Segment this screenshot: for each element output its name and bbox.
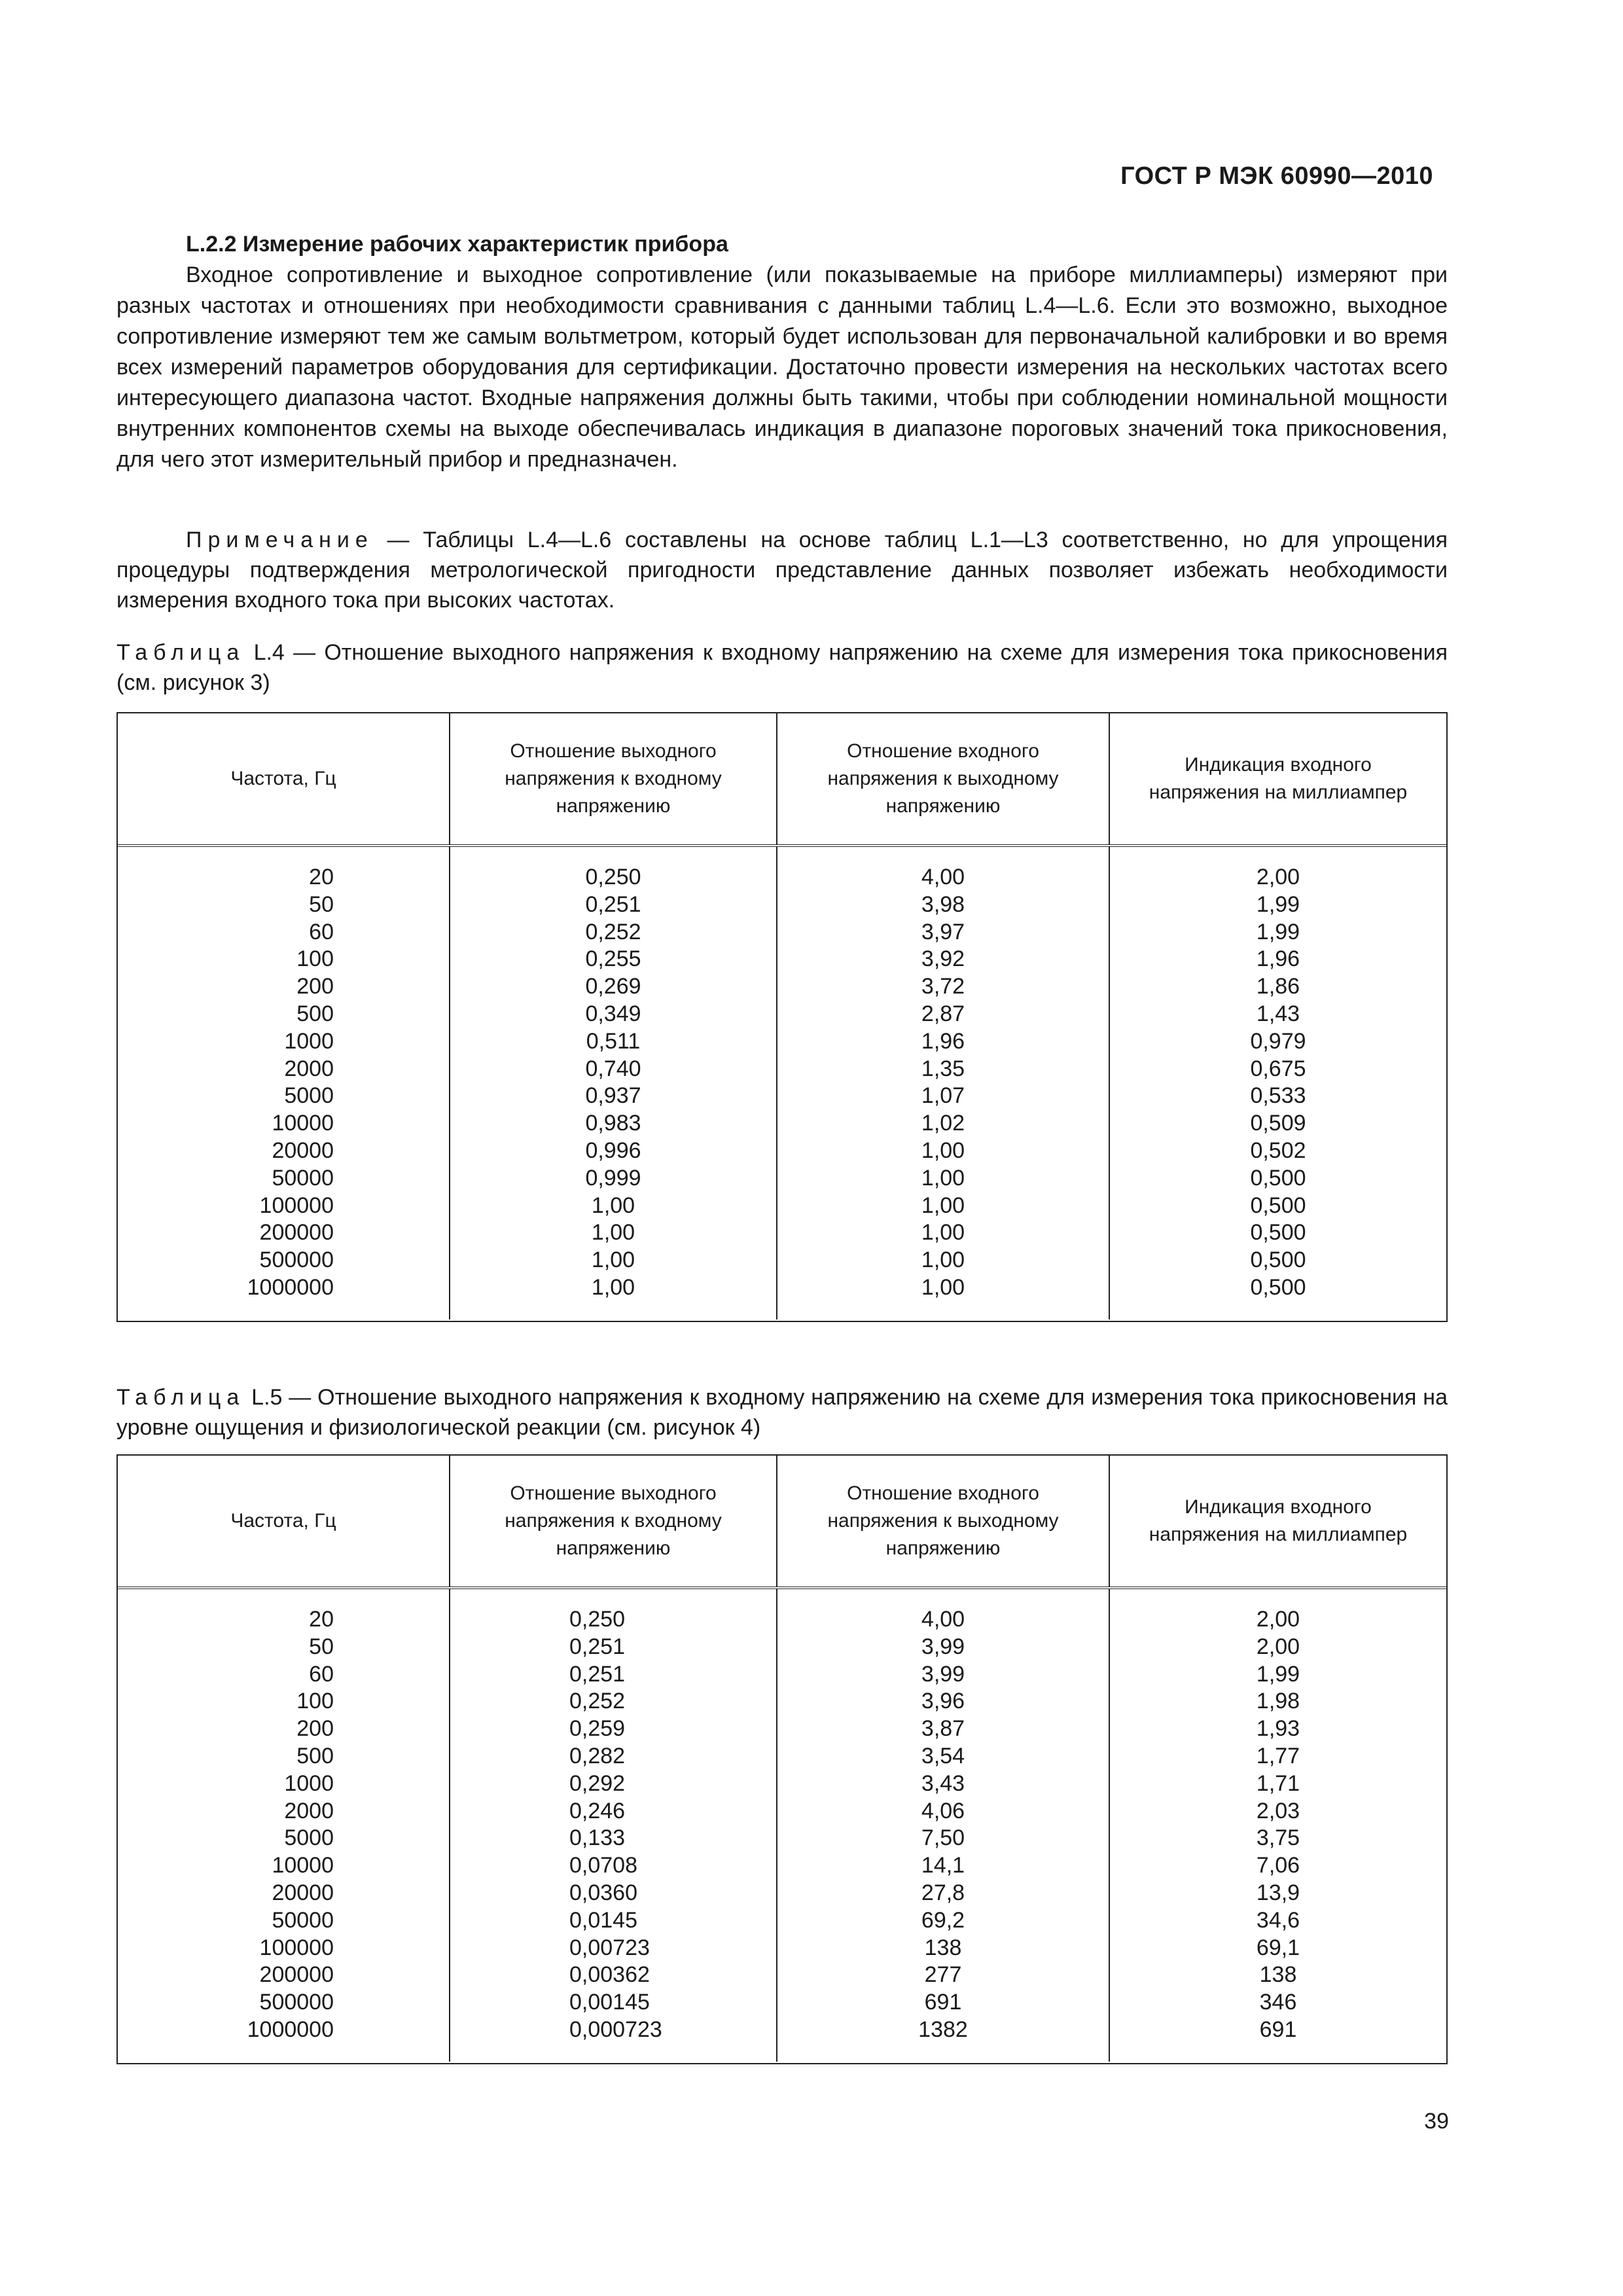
table-cell: 1,99 [1256,891,1300,917]
table-cell: 2000 [284,1798,334,1823]
table-cell: 1382 [918,2017,968,2042]
table-cell: 1,00 [921,1247,965,1273]
table-cell: 1000000 [247,2017,334,2042]
table-cell: 346 [1259,1990,1297,2015]
table-cell: 50000 [272,1165,334,1191]
table-cell: 1,07 [921,1083,965,1109]
table-cell: 2000 [284,1056,334,1081]
table-cell: 691 [924,1990,962,2015]
table-cell: 0,675 [1250,1056,1306,1081]
table-cell: 277 [924,1962,962,1988]
table-cell: 500000 [259,1990,334,2015]
table-cell: 3,96 [921,1689,965,1714]
table-cell: 0,511 [586,1028,641,1054]
table-cell: 2,00 [1256,1634,1300,1659]
column-header-indication: Индикация входного напряжения на миллиампер [1149,754,1408,803]
table-l5 [116,1454,1448,2064]
table-cell: 0,255 [585,946,641,972]
note-label: Примечание [186,528,374,552]
table-cell: 1,99 [1256,919,1300,944]
table-cell: 3,75 [1256,1825,1300,1851]
table-cell: 200000 [259,1220,334,1246]
table-cell: 1,00 [591,1274,635,1300]
table-body [118,847,1446,1319]
table-cell: 5000 [284,1083,334,1109]
document-code: ГОСТ Р МЭК 60990—2010 [1120,162,1433,190]
table-cell: 1,43 [1256,1001,1300,1026]
table-cell: 1,00 [921,1193,965,1218]
in-out-ratio-column [777,1589,1110,2062]
table-cell: 1,71 [1256,1770,1300,1796]
table-cell: 7,50 [921,1825,965,1851]
table-cell: 1000000 [247,1274,334,1300]
table-cell: 200 [296,1716,334,1742]
table-cell: 500 [296,1001,334,1026]
table-cell: 34,6 [1256,1907,1300,1933]
table-cell: 0,252 [569,1689,626,1714]
indication-column [1110,847,1446,1319]
table-cell: 0,500 [1250,1247,1306,1273]
table-cell: 7,06 [1256,1853,1300,1878]
table-cell: 0,250 [569,1607,626,1632]
table-cell: 3,99 [921,1634,965,1659]
table-cell: 5000 [284,1825,334,1851]
table-cell: 0,502 [1250,1138,1306,1163]
table-cell: 50000 [272,1907,334,1933]
table-l4-caption [116,637,1448,698]
table-cell: 1,35 [921,1056,965,1081]
column-header-indication: Индикация входного напряжения на миллиампер [1149,1496,1408,1545]
table-label: Таблица [116,640,245,665]
table-cell: 1,00 [921,1220,965,1246]
table-cell: 0,251 [585,891,641,917]
table-cell: 0,983 [585,1111,641,1136]
table-cell: 1,99 [1256,1661,1300,1687]
table-cell: 0,0708 [569,1853,637,1878]
table-cell: 3,72 [921,974,965,999]
column-header-out-in-ratio: Отношение выходного напряжения к входному напряжению [450,1456,777,1587]
table-cell: 3,43 [921,1770,965,1796]
table-cell: 0,0145 [569,1907,637,1933]
table-cell: 0,979 [1250,1028,1306,1054]
table-cell: 20000 [272,1880,334,1905]
frequency-column [118,1589,450,2062]
table-cell: 50 [309,1634,334,1659]
table-l4 [116,712,1448,1322]
table-cell: 0,292 [569,1770,626,1796]
table-cell: 20 [309,1607,334,1632]
table-cell: 3,98 [921,891,965,917]
table-l5-caption [116,1382,1448,1443]
table-cell: 0,349 [585,1001,641,1026]
table-cell: 50 [309,891,334,917]
table-cell: 0,740 [585,1056,641,1081]
table-cell: 0,509 [1250,1111,1306,1136]
table-header-row [118,1456,1446,1589]
table-cell: 2,87 [921,1001,965,1026]
table-cell: 69,1 [1256,1935,1300,1960]
table-cell: 1,98 [1256,1689,1300,1714]
section-title: L.2.2 Измерение рабочих характеристик прибора [186,232,728,257]
column-header-in-out-ratio: Отношение входного напряжения к выходному напряжению [777,713,1110,844]
table-cell: 0,533 [1250,1083,1306,1109]
table-cell: 0,250 [585,865,641,889]
table-cell: 0,133 [569,1825,626,1851]
table-cell: 3,97 [921,919,965,944]
table-header-row [118,713,1446,847]
table-cell: 0,259 [569,1716,626,1742]
table-cell: 3,87 [921,1716,965,1742]
table-cell: 1,00 [591,1247,635,1273]
table-cell: 2,00 [1256,1607,1300,1632]
note-text: — Таблицы L.4—L.6 составлены на основе таблиц L.1—L3 соответственно, но для упрощения процедуры подтверждения метрологической пригодности представление данных позволяет избежать необходимости измерения входного тока при высоких частотах. [116,528,1448,613]
table-cell: 100 [296,1689,334,1714]
column-header-in-out-ratio: Отношение входного напряжения к выходному напряжению [777,1456,1110,1587]
table-cell: 0,252 [585,919,641,944]
table-cell: 1,00 [921,1165,965,1191]
table-cell: 100000 [259,1193,334,1218]
table-cell: 3,99 [921,1661,965,1687]
table-cell: 27,8 [921,1880,965,1905]
table-cell: 4,06 [921,1798,965,1823]
table-cell: 0,00145 [569,1990,650,2015]
table-cell: 0,282 [569,1743,626,1768]
table-cell: 0,500 [1250,1193,1306,1218]
table-cell: 0,0360 [569,1880,637,1905]
table-cell: 1,96 [1256,946,1300,972]
table-cell: 0,937 [585,1083,641,1109]
table-label: Таблица [116,1385,245,1410]
table-cell: 60 [309,919,334,944]
table-cell: 0,500 [1250,1220,1306,1246]
table-cell: 1,77 [1256,1743,1300,1768]
table-cell: 691 [1259,2017,1297,2042]
table-cell: 0,999 [585,1165,641,1191]
table-cell: 10000 [272,1853,334,1878]
table-cell: 500000 [259,1247,334,1273]
table-cell: 1,96 [921,1028,965,1054]
table-cell: 3,92 [921,946,965,972]
table-cell: 60 [309,1661,334,1687]
table-cell: 1,00 [591,1193,635,1218]
page-number: 39 [1424,2109,1449,2134]
column-header-out-in-ratio: Отношение выходного напряжения к входному напряжению [450,713,777,844]
table-cell: 1,93 [1256,1716,1300,1742]
table-cell: 200 [296,974,334,999]
table-cell: 14,1 [921,1853,965,1878]
table-cell: 13,9 [1256,1880,1300,1905]
table-caption-text: L.5 — Отношение выходного напряжения к входному напряжению на схеме для измерения тока прикосновения на уровне ощущения и физиологической реакции (см. рисунок 4) [116,1385,1448,1440]
section-paragraph: Входное сопротивление и выходное сопротивление (или показываемые на приборе миллиамперы) измеряют при разных частотах и отношениях при необходимости сравнивания с данными таблиц L.4—L.6. Если это возможно, выходное сопротивление измеряют тем же самым вольтметром, который будет использован для первоначальной калибровки и во время всех измерений параметров оборудования для сертификации. Достаточно провести измерения на нескольких частотах всего интересующего диапазона частот. Входные напряжения должны быть такими, чтобы при соблюдении номинальной мощности внутренних компонентов схемы на выходе обеспечивалась индикация в диапазоне пороговых значений тока прикосновения, для чего этот измерительный прибор и предназначен. [116,262,1448,472]
table-cell: 20000 [272,1138,334,1163]
table-caption-text: L.4 — Отношение выходного напряжения к входному напряжению на схеме для измерения тока прикосновения (см. рисунок 3) [116,640,1448,695]
table-cell: 1,00 [921,1274,965,1300]
table-cell: 69,2 [921,1907,965,1933]
table-cell: 200000 [259,1962,334,1988]
frequency-column [118,847,450,1319]
table-cell: 4,00 [921,1607,965,1632]
table-cell: 1000 [284,1770,334,1796]
in-out-ratio-column [777,847,1110,1319]
table-cell: 3,54 [921,1743,965,1768]
table-cell: 0,246 [569,1798,626,1823]
table-cell: 500 [296,1743,334,1768]
table-cell: 1,02 [921,1111,965,1136]
table-cell: 0,996 [585,1138,641,1163]
table-cell: 2,03 [1256,1798,1300,1823]
table-cell: 100 [296,946,334,972]
table-cell: 1000 [284,1028,334,1054]
table-cell: 20 [309,865,334,889]
table-cell: 1,86 [1256,974,1300,999]
table-cell: 0,00723 [569,1935,650,1960]
table-body [118,1589,1446,2062]
table-cell: 0,251 [569,1661,626,1687]
table-cell: 0,269 [585,974,641,999]
table-cell: 0,500 [1250,1274,1306,1300]
table-cell: 0,500 [1250,1165,1306,1191]
table-cell: 1,00 [591,1220,635,1246]
out-in-ratio-column [450,847,777,1319]
table-cell: 138 [1259,1962,1297,1988]
table-cell: 0,00362 [569,1962,650,1988]
table-cell: 10000 [272,1111,334,1136]
table-cell: 4,00 [921,865,965,889]
table-cell: 100000 [259,1935,334,1960]
indication-column [1110,1589,1446,2062]
out-in-ratio-column [450,1589,777,2062]
section-l22 [116,229,1448,475]
table-cell: 0,000723 [569,2017,662,2042]
column-header-frequency: Частота, Гц [118,713,450,844]
table-cell: 2,00 [1256,865,1300,889]
column-header-frequency: Частота, Гц [118,1456,450,1587]
table-cell: 138 [924,1935,962,1960]
table-cell: 1,00 [921,1138,965,1163]
note [116,525,1448,615]
table-cell: 0,251 [569,1634,626,1659]
